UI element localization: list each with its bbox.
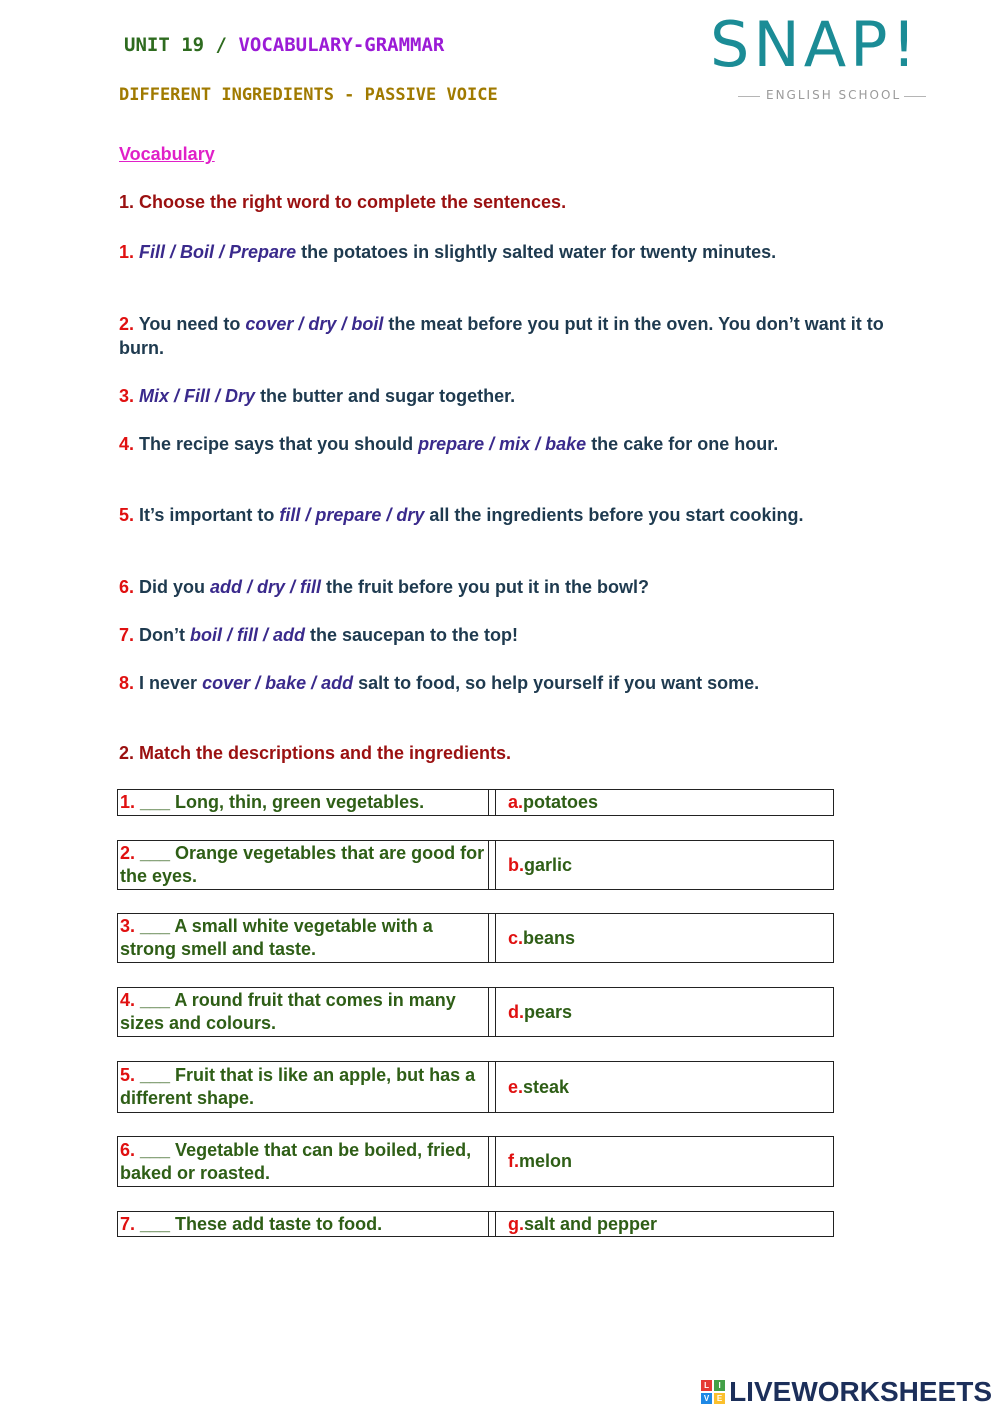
item-number: 3. <box>119 386 135 406</box>
row-number: 3. <box>120 916 136 936</box>
ingredient-letter: g. <box>508 1213 524 1234</box>
item-text: The recipe says that you should <box>134 434 419 454</box>
match-row <box>117 987 834 1037</box>
match-ingredient <box>496 914 833 962</box>
description-text[interactable]: ___ Vegetable that can be boiled, fried, baked or roasted. <box>120 1139 472 1183</box>
item-options[interactable]: boil / fill / add <box>190 625 306 645</box>
match-ingredient <box>496 1212 833 1236</box>
icon-letter: E <box>714 1393 725 1404</box>
match-row <box>117 1061 834 1113</box>
column-gap <box>489 1062 496 1112</box>
column-gap <box>489 1212 496 1236</box>
item-options[interactable]: add / dry / fill <box>210 577 322 597</box>
column-gap <box>489 988 496 1036</box>
item-number: 4. <box>119 434 135 454</box>
item-text: all the ingredients before you start cooking. <box>424 505 804 525</box>
item-number: 8. <box>119 673 135 693</box>
liveworksheets-brand: LIVEWORKSHEETS <box>729 1376 992 1407</box>
column-gap <box>489 841 496 889</box>
description-text[interactable]: ___ These add taste to food. <box>135 1213 383 1234</box>
ingredient-letter: a. <box>508 792 524 812</box>
match-row <box>117 1211 834 1237</box>
item-text: salt to food, so help yourself if you want some. <box>353 673 760 693</box>
item-options[interactable]: cover / dry / boil <box>245 314 384 334</box>
snap-logo: SNAP! <box>710 8 921 81</box>
title-separator: / <box>215 34 227 56</box>
ingredient-text: pears <box>524 1001 573 1022</box>
exercise1-item <box>119 240 889 264</box>
item-text: Did you <box>134 577 211 597</box>
item-options[interactable]: fill / prepare / dry <box>279 505 425 525</box>
row-number: 2. <box>120 843 136 863</box>
exercise2-instruction: 2. Match the descriptions and the ingredients. <box>119 743 512 763</box>
page-subtitle: DIFFERENT INGREDIENTS - PASSIVE VOICE <box>119 85 498 105</box>
unit-title <box>124 34 444 56</box>
item-number: 5. <box>119 505 135 525</box>
match-ingredient <box>496 1062 833 1112</box>
item-number: 1. <box>119 242 135 262</box>
item-options[interactable]: Mix / Fill / Dry <box>139 386 256 406</box>
icon-letter: L <box>701 1380 712 1391</box>
item-number: 6. <box>119 577 135 597</box>
ingredient-letter: e. <box>508 1076 524 1097</box>
description-text[interactable]: ___ A round fruit that comes in many sizes and colours. <box>120 990 456 1033</box>
match-description <box>118 1137 489 1186</box>
exercise1-item <box>119 432 889 456</box>
match-row <box>117 1136 834 1187</box>
ingredient-text: beans <box>523 927 576 948</box>
ingredient-text: garlic <box>524 854 573 875</box>
column-gap <box>489 914 496 962</box>
ingredient-letter: b. <box>508 854 524 875</box>
description-text[interactable]: ___ Orange vegetables that are good for the eyes. <box>120 843 485 886</box>
item-number: 7. <box>119 625 135 645</box>
match-description <box>118 988 489 1036</box>
description-text[interactable]: ___ A small white vegetable with a strong smell and taste. <box>120 916 433 959</box>
exercise1-item <box>119 503 889 527</box>
item-text: the cake for one hour. <box>586 434 779 454</box>
logo-divider-left <box>738 96 760 97</box>
ingredient-letter: d. <box>508 1001 524 1022</box>
item-options[interactable]: cover / bake / add <box>202 673 354 693</box>
item-options[interactable]: prepare / mix / bake <box>418 434 587 454</box>
match-row <box>117 840 834 890</box>
item-text: the fruit before you put it in the bowl? <box>321 577 650 597</box>
vocabulary-heading: Vocabulary <box>119 144 215 164</box>
item-text: I never <box>134 673 203 693</box>
exercise1-item <box>119 312 889 360</box>
column-gap <box>489 790 496 815</box>
item-text: You need to <box>134 314 246 334</box>
icon-letter: I <box>714 1380 725 1391</box>
ingredient-text: steak <box>523 1076 570 1097</box>
item-text: It’s important to <box>134 505 280 525</box>
item-text: the meat before you put it in the oven. You don’t want it to burn. <box>119 314 884 358</box>
ingredient-letter: f. <box>508 1151 519 1171</box>
item-text: the potatoes in slightly salted water for twenty minutes. <box>296 242 777 262</box>
match-description <box>118 1062 489 1112</box>
match-description <box>118 790 489 815</box>
logo-divider-right <box>904 96 926 97</box>
description-text[interactable]: ___ Fruit that is like an apple, but has a different shape. <box>120 1065 476 1108</box>
match-ingredient <box>496 790 833 815</box>
logo-tagline: ENGLISH SCHOOL <box>766 88 902 102</box>
exercise1-item <box>119 384 889 408</box>
unit-label: UNIT 19 <box>124 34 205 56</box>
item-text: the butter and sugar together. <box>255 386 516 406</box>
item-text: the saucepan to the top! <box>305 625 519 645</box>
match-description <box>118 841 489 889</box>
icon-letter: V <box>701 1393 712 1404</box>
exercise1-item <box>119 671 889 695</box>
liveworksheets-logo[interactable] <box>701 1376 992 1408</box>
item-number: 2. <box>119 314 135 334</box>
exercise1-item <box>119 575 889 599</box>
ingredient-text: salt and pepper <box>524 1213 658 1234</box>
column-gap <box>489 1137 496 1186</box>
section-label: VOCABULARY-GRAMMAR <box>238 34 445 56</box>
exercise1-instruction: 1. Choose the right word to complete the sentences. <box>119 192 567 212</box>
match-description <box>118 914 489 962</box>
ingredient-text: melon <box>519 1151 573 1171</box>
match-row <box>117 913 834 963</box>
row-number: 7. <box>120 1213 136 1234</box>
ingredient-text: potatoes <box>523 792 599 812</box>
match-row <box>117 789 834 816</box>
row-number: 6. <box>120 1139 136 1160</box>
match-ingredient <box>496 841 833 889</box>
exercise1-item <box>119 623 889 647</box>
item-text: Don’t <box>134 625 191 645</box>
row-number: 5. <box>120 1065 136 1085</box>
match-ingredient <box>496 1137 833 1186</box>
match-ingredient <box>496 988 833 1036</box>
match-description <box>118 1212 489 1236</box>
row-number: 4. <box>120 990 136 1010</box>
row-number: 1. <box>120 792 136 812</box>
ingredient-letter: c. <box>508 927 524 948</box>
liveworksheets-icon <box>701 1380 725 1404</box>
item-options[interactable]: Fill / Boil / Prepare <box>139 242 297 262</box>
description-text[interactable]: ___ Long, thin, green vegetables. <box>135 792 425 812</box>
